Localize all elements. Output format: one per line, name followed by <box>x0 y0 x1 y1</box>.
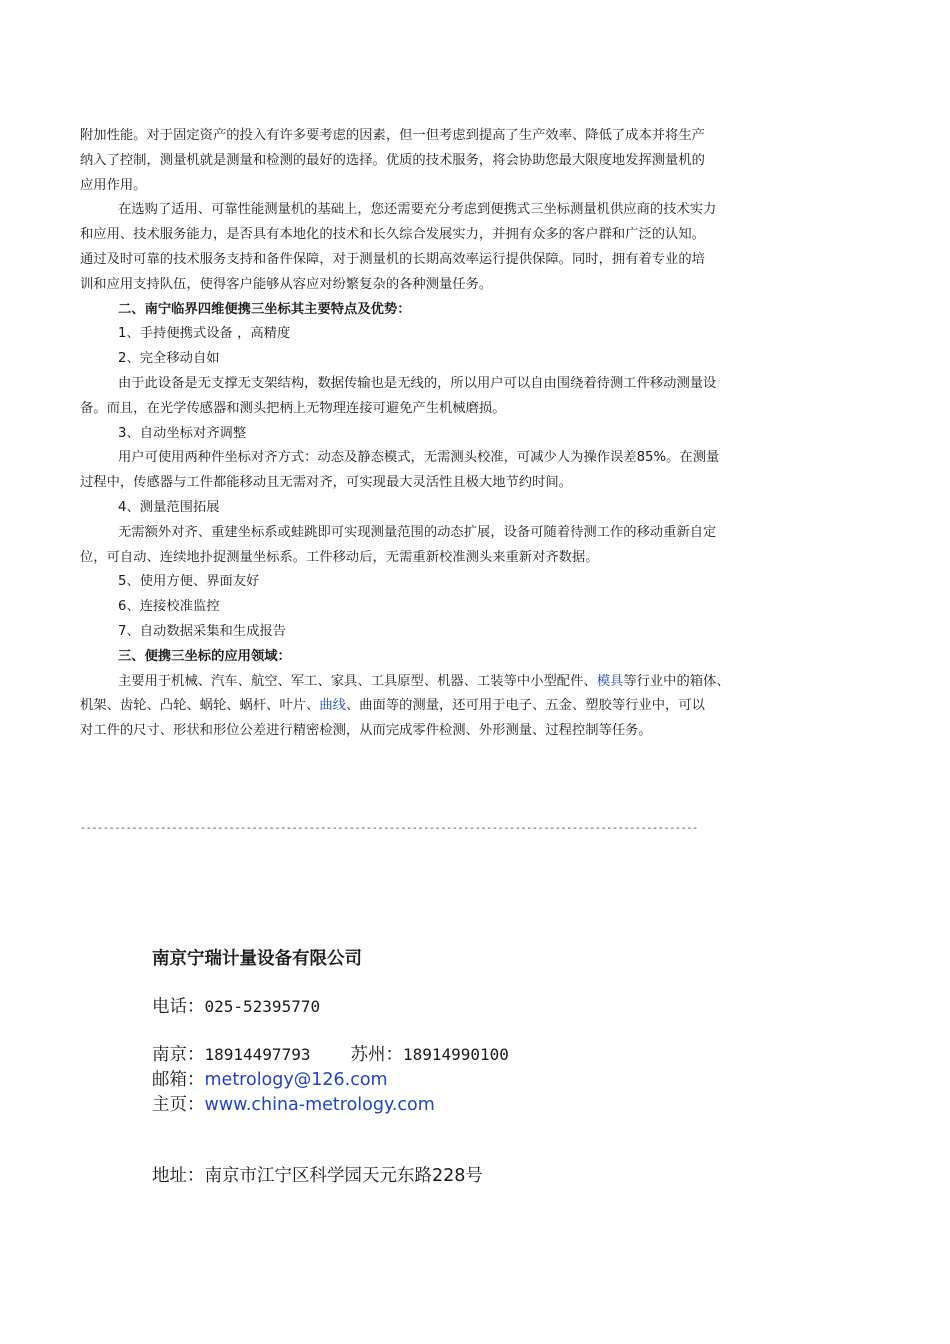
paragraph-line: 应用作用。 <box>80 177 147 193</box>
paragraph-line: 由于此设备是无支撑无支架结构，数据传输也是无线的，所以用户可以自由围绕着待测工件移动测量设 <box>118 375 717 391</box>
list-item <box>80 496 815 521</box>
item-text: 、自动数据采集和生成报告 <box>126 623 287 639</box>
paragraph-line: 和应用、技术服务能力，是否具有本地化的技术和长久综合发展实力，并拥有众多的客户群和广泛的认知。 <box>80 227 705 243</box>
percent-value: 85% <box>636 450 667 466</box>
text-run: 用户可使用两种件坐标对齐方式：动态及静态模式，无需测头校准，可减少人为操作误差 <box>118 450 637 466</box>
list-item <box>80 347 815 372</box>
text-run: 等行业中的箱体、 <box>623 673 730 689</box>
mobile-line <box>152 1042 852 1068</box>
paragraph-line: 过程中，传感器与工件都能移动且无需对齐，可实现最大灵活性且极大地节约时间。 <box>80 475 572 491</box>
item-number: 5 <box>118 574 127 590</box>
address-label: 地址： <box>152 1166 205 1186</box>
paragraph-line: 无需额外对齐、重建坐标系或蛙跳即可实现测量范围的动态扩展，设备可随着待测工作的移动重新自定 <box>118 524 717 540</box>
item-text: 、连接校准监控 <box>126 599 220 615</box>
paragraph-line: 对工件的尺寸、形状和形位公差进行精密检测，从而完成零件检测、外形测量、过程控制等任务。 <box>80 723 652 739</box>
paragraph-line: 附加性能。对于固定资产的投入有许多要考虑的因素，但一但考虑到提高了生产效率、降低了成本并将生产 <box>80 128 705 143</box>
email-line <box>152 1068 852 1093</box>
paragraph-line: 备。而且，在光学传感器和测头把柄上无物理连接可避免产生机械磨损。 <box>80 400 506 416</box>
suzhou-label: 苏州： <box>350 1045 403 1065</box>
nanjing-label: 南京： <box>152 1045 205 1065</box>
paragraph-line <box>80 670 815 695</box>
email-label: 邮箱： <box>152 1070 205 1090</box>
item-number: 7 <box>118 623 127 639</box>
paragraph-line <box>80 694 815 719</box>
list-item <box>80 570 815 595</box>
address-number: 228 <box>432 1166 466 1186</box>
item-number: 3 <box>118 425 127 441</box>
contact-block <box>152 946 852 1189</box>
text-run: 主要用于机械、汽车、航空、军工、家具、工具原型、机器、工装等中小型配件、 <box>118 673 597 689</box>
section-heading: 二、南宁临界四维便携三坐标其主要特点及优势： <box>118 301 411 317</box>
phone-number: 025-52395770 <box>204 997 321 1016</box>
paragraph-line: 纳入了控制，测量机就是测量和检测的最好的选择。优质的技术服务，将会协助您最大限度地发挥测量机的 <box>80 152 705 168</box>
item-text: 、使用方便、界面友好 <box>126 574 260 590</box>
link-curve[interactable]: 曲线 <box>319 698 346 714</box>
paragraph-line: 通过及时可靠的技术服务支持和备件保障，对于测量机的长期高效率运行提供保障。同时，拥有着专业的培 <box>80 251 705 267</box>
body-text <box>80 124 815 744</box>
item-number: 1 <box>118 326 127 342</box>
email-link[interactable]: metrology@126.com <box>204 1070 388 1090</box>
list-item <box>80 595 815 620</box>
homepage-label: 主页： <box>152 1095 205 1115</box>
paragraph-line: 在选购了适用、可靠性能测量机的基础上，您还需要充分考虑到便携式三坐标测量机供应商的技术实力 <box>118 202 717 218</box>
suzhou-phone: 18914990100 <box>402 1045 509 1064</box>
item-text: 、自动坐标对齐调整 <box>126 425 247 441</box>
homepage-line <box>152 1093 852 1118</box>
text-run: 。在测量 <box>666 450 720 466</box>
text-run: 、曲面等的测量，还可用于电子、五金、塑胶等行业中，可以 <box>345 698 705 714</box>
homepage-link[interactable]: www.china-metrology.com <box>204 1095 435 1115</box>
address-text: 南京市江宁区科学园天元东路 <box>204 1166 432 1186</box>
company-name: 南京宁瑞计量设备有限公司 <box>152 949 362 969</box>
paragraph-line: 位，可自动、连续地扑捉测量坐标系。工件移动后，无需重新校准测头来重新对齐数据。 <box>80 549 599 565</box>
list-item <box>80 422 815 447</box>
text-run: 机架、齿轮、凸轮、蜗轮、蜗杆、叶片、 <box>80 698 320 714</box>
paragraph-line: 训和应用支持队伍，使得客户能够从容应对纷繁复杂的各种测量任务。 <box>80 276 493 292</box>
address-line <box>152 1164 852 1189</box>
list-item <box>80 322 815 347</box>
dashed-divider: ------------------------------------------------------------------------------------------------------------ <box>80 823 698 834</box>
item-text: 、手持便携式设备 ，高精度 <box>126 326 291 342</box>
item-number: 4 <box>118 499 127 515</box>
list-item <box>80 620 815 645</box>
address-text: 号 <box>465 1166 483 1186</box>
section-heading: 三、便携三坐标的应用领域： <box>118 648 291 664</box>
phone-line <box>152 994 852 1020</box>
nanjing-phone: 18914497793 <box>204 1045 311 1064</box>
link-mould[interactable]: 模具 <box>596 673 624 689</box>
phone-label: 电话： <box>152 997 205 1017</box>
item-number: 2 <box>118 351 127 367</box>
paragraph-line <box>80 446 815 471</box>
item-text: 、测量范围拓展 <box>126 499 220 515</box>
item-number: 6 <box>118 599 127 615</box>
item-text: 、完全移动自如 <box>126 351 220 367</box>
